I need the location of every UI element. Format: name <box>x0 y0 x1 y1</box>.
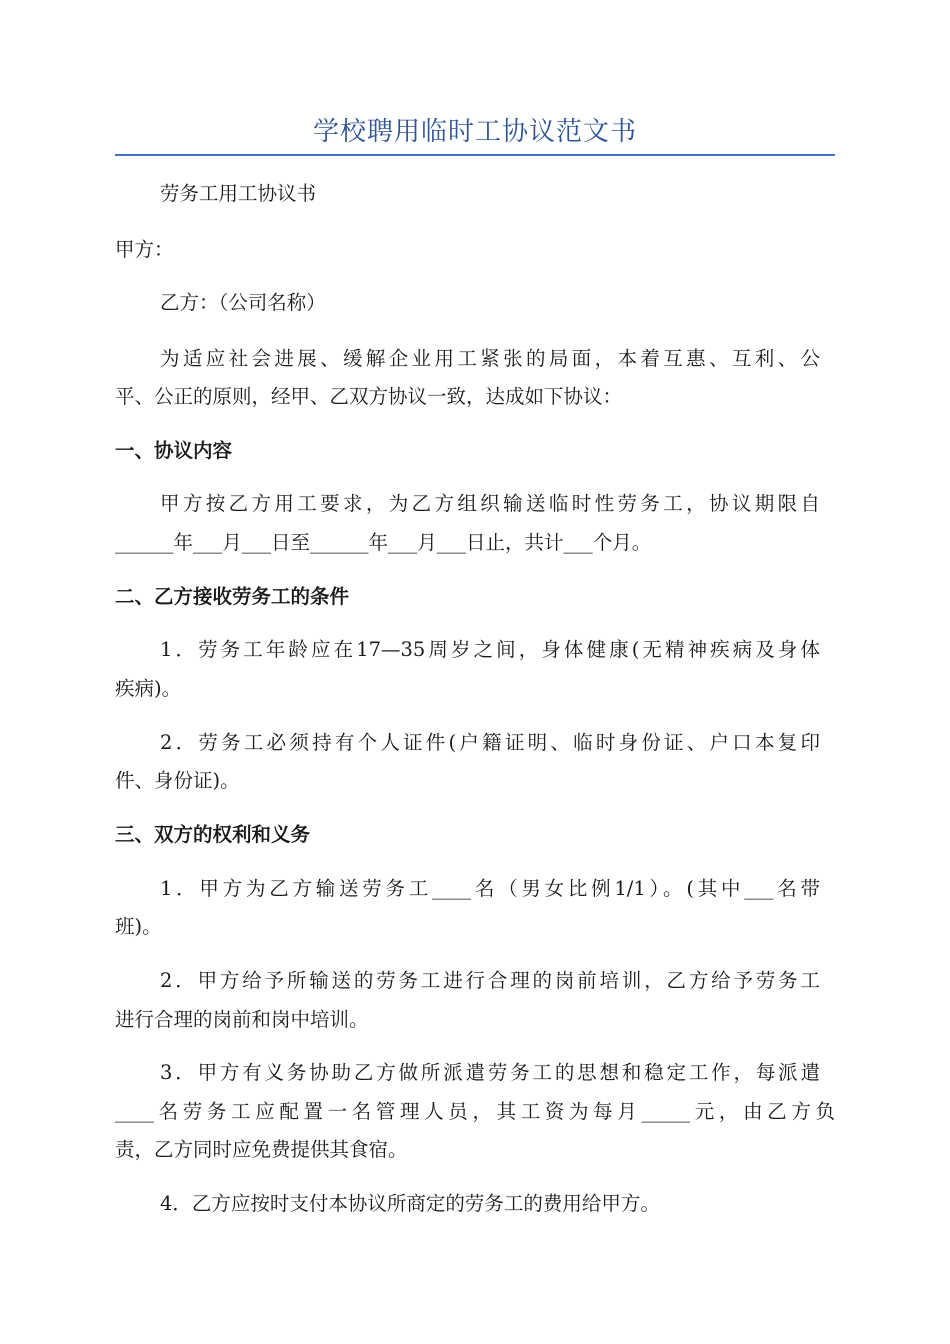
section2-para1-line2: 疾病)。 <box>115 677 182 700</box>
section-heading-2: 二、乙方接收劳务工的条件 <box>115 585 350 608</box>
intro-line-1: 为适应社会进展、缓解企业用工紧张的局面，本着互惠、互利、公 <box>160 347 820 370</box>
section3-para1-line2: 班)。 <box>115 915 162 938</box>
section3-para2-line2: 进行合理的岗前和岗中培训。 <box>115 1008 369 1031</box>
section3-para4-line1: 4．乙方应按时支付本协议所商定的劳务工的费用给甲方。 <box>160 1192 660 1215</box>
section1-para1-line1: 甲方按乙方用工要求，为乙方组织输送临时性劳务工，协议期限自 <box>160 492 820 515</box>
title-underline <box>115 154 835 156</box>
intro-line-2: 平、公正的原则，经甲、乙双方协议一致，达成如下协议： <box>115 385 623 408</box>
section-heading-3: 三、双方的权利和义务 <box>115 823 311 846</box>
section3-para3-line3: 责，乙方同时应免费提供其食宿。 <box>115 1138 408 1161</box>
document-subtitle: 劳务工用工协议书 <box>160 182 317 205</box>
party-b-label: 乙方：（公司名称） <box>160 291 326 314</box>
document-title: 学校聘用临时工协议范文书 <box>312 117 637 147</box>
section-heading-1: 一、协议内容 <box>115 439 233 462</box>
section2-para2-line1: 2．劳务工必须持有个人证件(户籍证明、临时身份证、户口本复印 <box>160 731 820 754</box>
section1-para1-line2: ______年___月___日至______年___月___日止，共计___个月。 <box>115 531 652 554</box>
section3-para3-line2: ____名劳务工应配置一名管理人员，其工资为每月_____元，由乙方负 <box>115 1100 835 1123</box>
section3-para3-line1: 3．甲方有义务协助乙方做所派遣劳务工的思想和稳定工作，每派遣 <box>160 1061 820 1084</box>
section3-para1-line1: 1．甲方为乙方输送劳务工____名（男女比例1/1）。(其中___名带 <box>160 877 820 900</box>
party-a-label: 甲方： <box>115 238 174 261</box>
section2-para1-line1: 1．劳务工年龄应在17—35周岁之间，身体健康(无精神疾病及身体 <box>160 638 820 661</box>
section3-para2-line1: 2．甲方给予所输送的劳务工进行合理的岗前培训，乙方给予劳务工 <box>160 969 820 992</box>
section2-para2-line2: 件、身份证)。 <box>115 769 240 792</box>
